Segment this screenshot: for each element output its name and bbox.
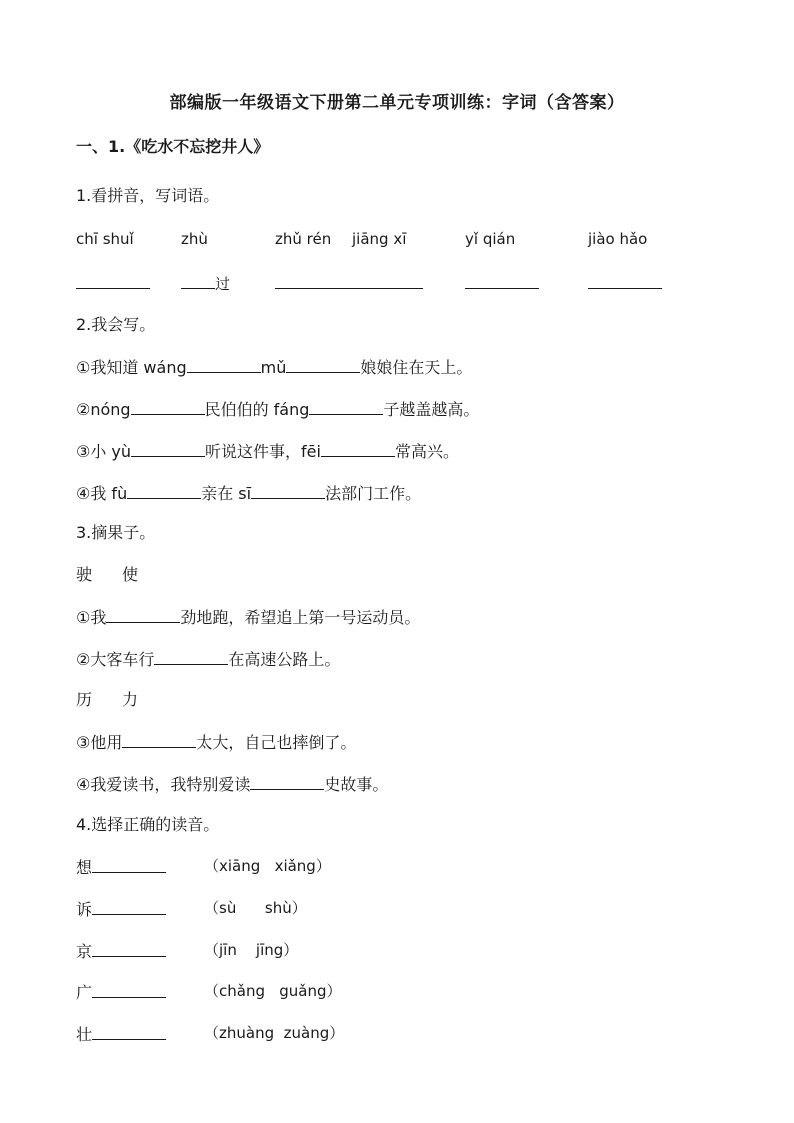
q1-pinyin-2: zhù — [181, 230, 208, 248]
q3-item-2: ②大客车行 在高速公路上。 — [76, 650, 341, 669]
q1-blank-1[interactable] — [76, 272, 150, 289]
q1-pinyin-3: zhǔ rén — [275, 230, 332, 248]
q2-blank-1b[interactable] — [286, 356, 360, 373]
q1-pinyin-5: yǐ qián — [465, 230, 516, 248]
q4-blank-5[interactable] — [92, 1023, 166, 1040]
q2-blank-4b[interactable] — [251, 482, 325, 499]
q1-pinyin-4: jiāng xī — [352, 230, 407, 248]
q2-heading: 2.我会写。 — [76, 315, 156, 334]
q2-blank-3b[interactable] — [321, 440, 395, 457]
q3-heading: 3.摘果子。 — [76, 523, 156, 542]
q1-pinyin-1: chī shuǐ — [76, 230, 134, 248]
page-title: 部编版一年级语文下册第二单元专项训练：字词（含答案） — [169, 93, 625, 113]
q4-heading: 4.选择正确的读音。 — [76, 815, 220, 834]
q2-blank-2a[interactable] — [131, 398, 205, 415]
q2-item-3: ③小 yù 听说这件事，fēi 常高兴。 — [76, 442, 459, 461]
q1-blank-2[interactable] — [181, 272, 215, 289]
q3-blank-4[interactable] — [250, 773, 324, 790]
q4-item-2: 诉 （sù shù） — [76, 899, 307, 919]
q3-char-3: 历 — [76, 690, 93, 709]
q3-item-4: ④我爱读书，我特别爱读 史故事。 — [76, 775, 389, 794]
q2-blank-1a[interactable] — [187, 356, 261, 373]
q4-blank-3[interactable] — [92, 940, 166, 957]
q1-blank-3[interactable] — [275, 272, 349, 289]
q4-blank-1[interactable] — [92, 856, 166, 873]
q4-item-3: 京 （jīn jīng） — [76, 941, 299, 961]
q1-blank-5[interactable] — [465, 272, 539, 289]
q3-item-1: ①我 劲地跑，希望追上第一号运动员。 — [76, 608, 421, 627]
q2-item-1: ①我知道 wáng mǔ 娘娘住在天上。 — [76, 358, 473, 377]
q4-blank-2[interactable] — [92, 898, 166, 915]
q1-pinyin-6: jiào hǎo — [588, 230, 648, 248]
q4-item-5: 壮 （zhuàng zuàng） — [76, 1024, 345, 1044]
q3-char-1: 驶 — [76, 565, 93, 584]
q1-guo-char: 过 — [215, 275, 231, 293]
q4-item-1: 想 （xiāng xiǎng） — [76, 857, 331, 877]
q3-blank-3[interactable] — [122, 731, 196, 748]
q2-blank-3a[interactable] — [131, 440, 205, 457]
q3-char-4: 力 — [122, 690, 139, 709]
q1-blank-6[interactable] — [588, 272, 662, 289]
q2-item-2: ②nóng 民伯伯的 fáng 子越盖越高。 — [76, 400, 480, 419]
q2-blank-4a[interactable] — [127, 482, 201, 499]
q4-item-4: 广 （chǎng guǎng） — [76, 982, 342, 1002]
q1-blank-4[interactable] — [349, 272, 423, 289]
q4-blank-4[interactable] — [92, 981, 166, 998]
q1-heading: 1.看拼音，写词语。 — [76, 186, 220, 205]
q3-blank-1[interactable] — [106, 606, 180, 623]
q2-item-4: ④我 fù 亲在 sī 法部门工作。 — [76, 484, 422, 503]
q2-blank-2b[interactable] — [309, 398, 383, 415]
q3-char-2: 使 — [122, 565, 139, 584]
section-heading: 一、1.《吃水不忘挖井人》 — [76, 137, 270, 156]
q3-item-3: ③他用 太大，自己也摔倒了。 — [76, 733, 357, 752]
q3-blank-2[interactable] — [154, 648, 228, 665]
